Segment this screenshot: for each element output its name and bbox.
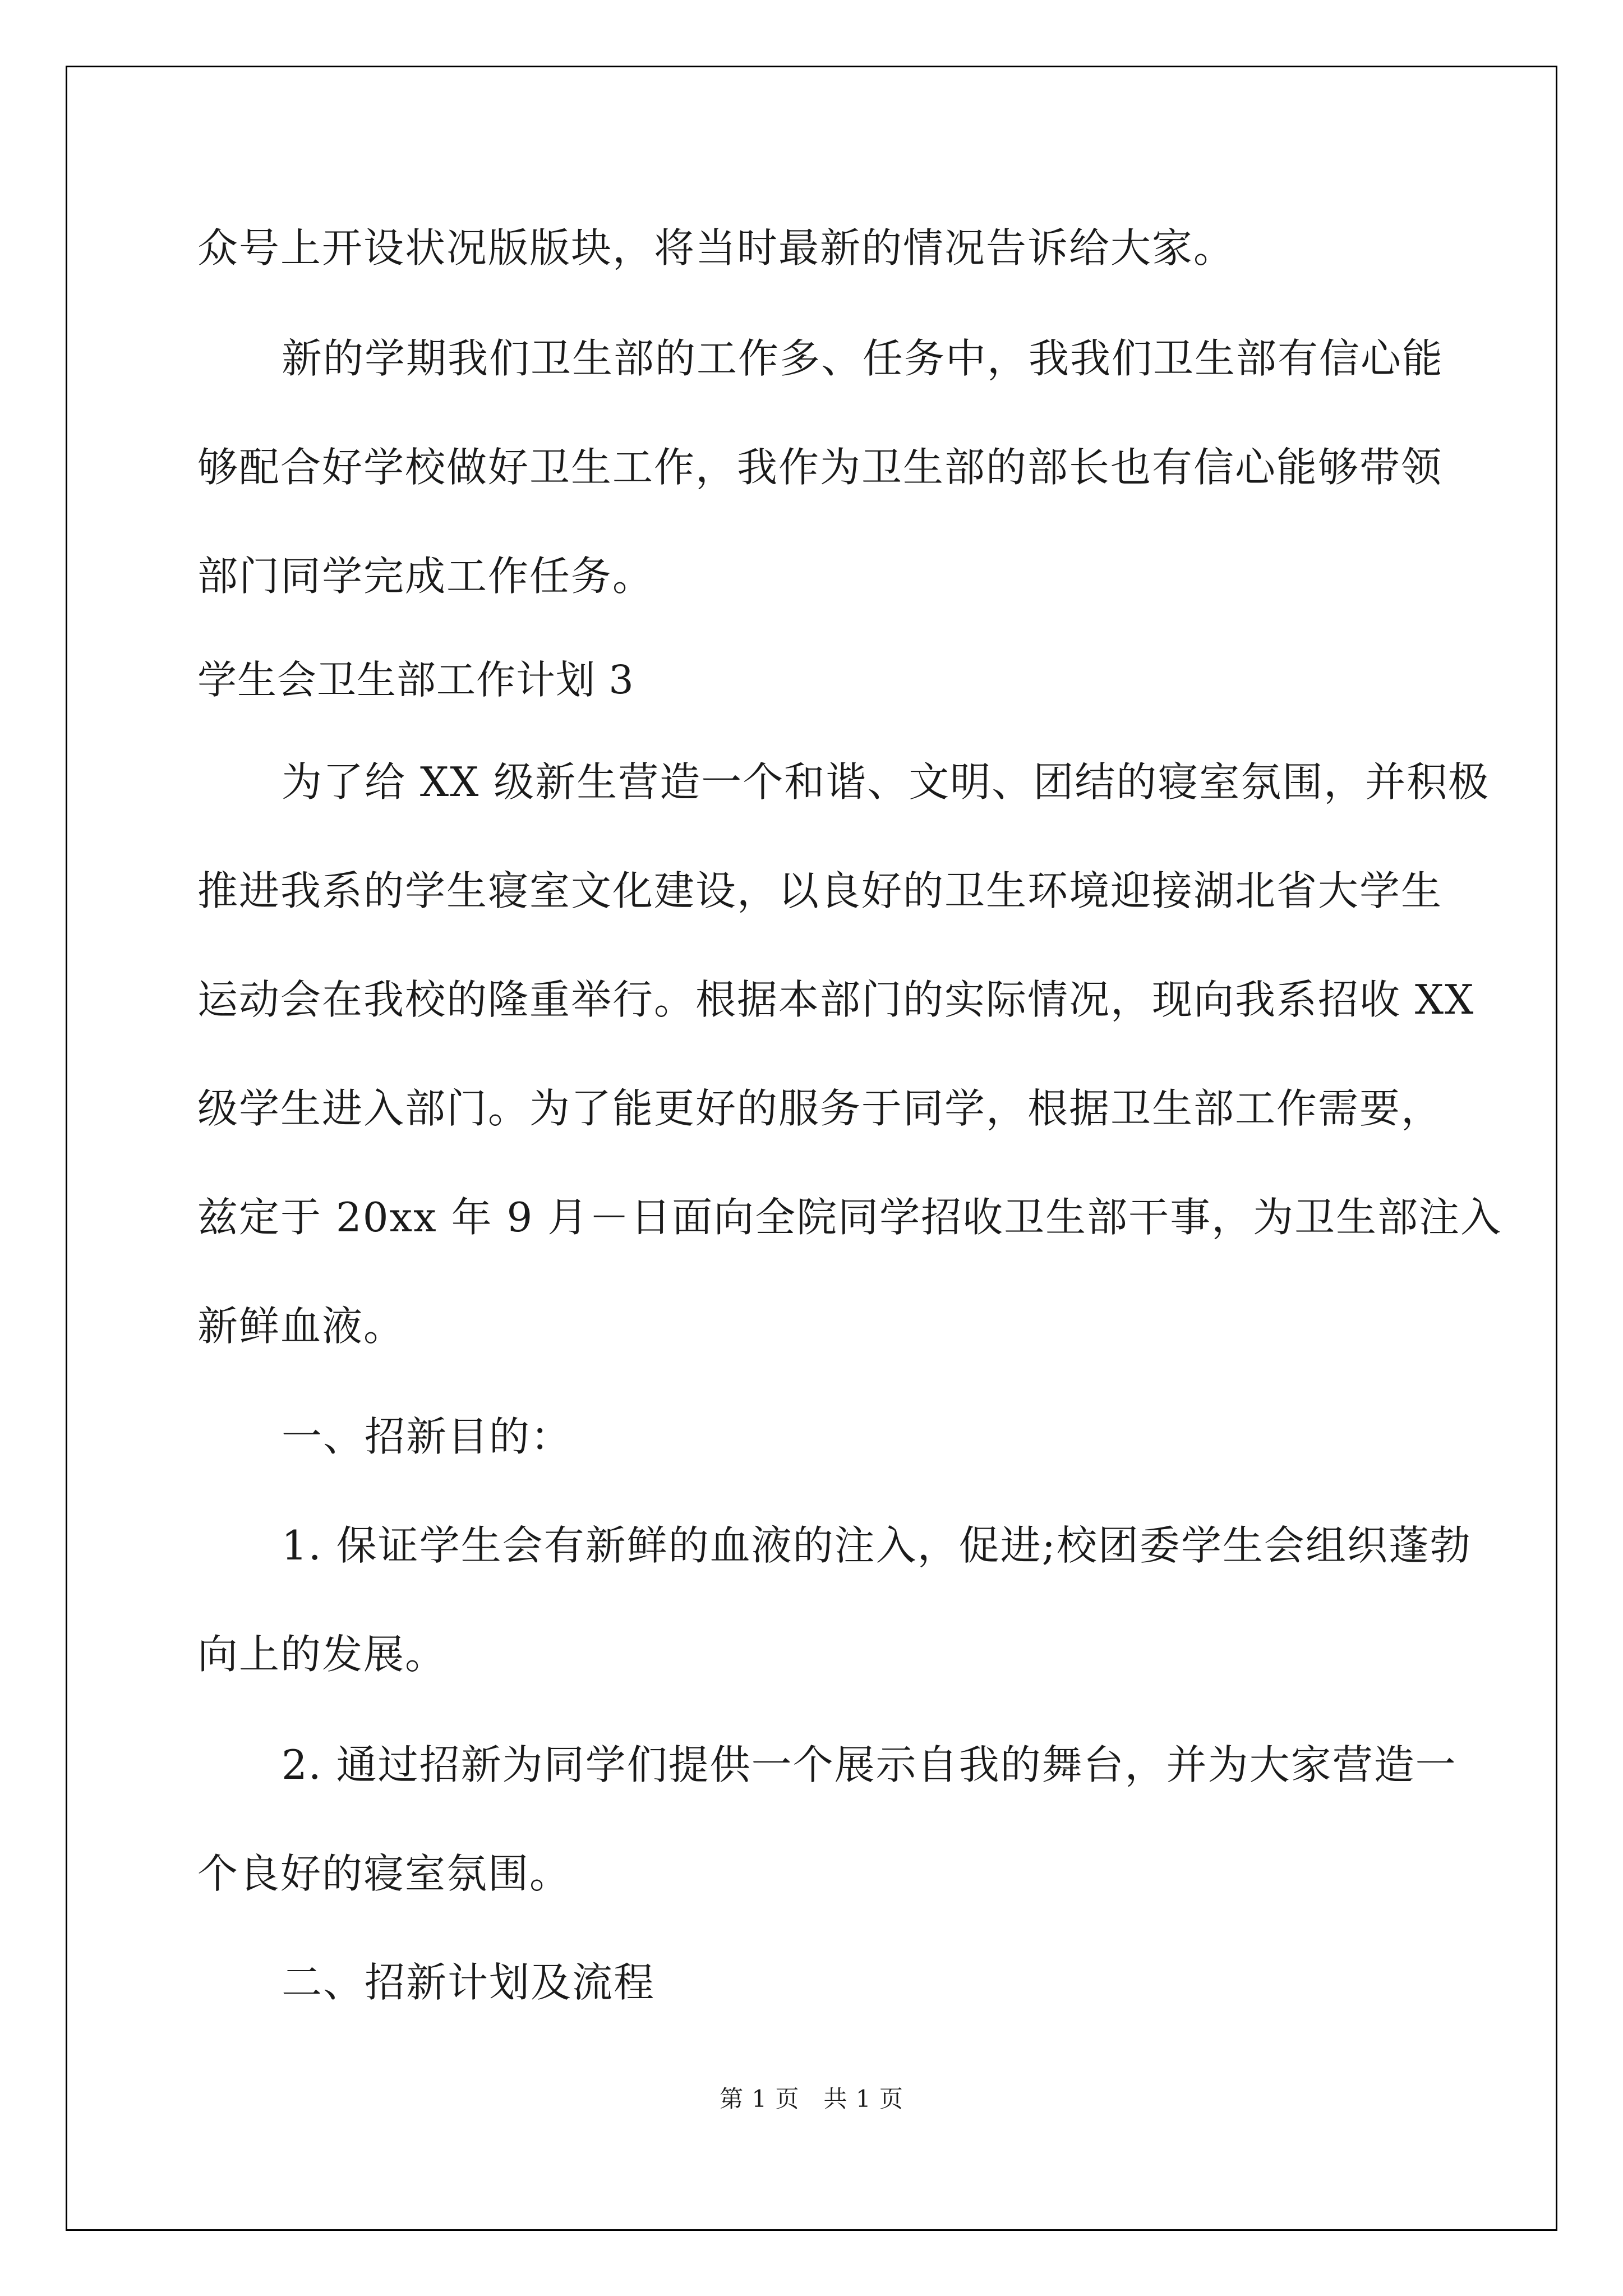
text-line: 够配合好学校做好卫生工作，我作为卫生部的部长也有信心能够带领 bbox=[197, 444, 1443, 491]
section-heading: 学生会卫生部工作计划 3 bbox=[197, 657, 634, 703]
text-line: 个良好的寝室氛围。 bbox=[197, 1850, 571, 1897]
text-line: 新鲜血液。 bbox=[197, 1303, 405, 1350]
text-line: 新的学期我们卫生部的工作多、任务中，我我们卫生部有信心能 bbox=[282, 335, 1444, 382]
text-line: 一、招新目的： bbox=[282, 1413, 573, 1460]
text-line: 部门同学完成工作任务。 bbox=[197, 553, 654, 600]
text-line: 二、招新计划及流程 bbox=[282, 1959, 656, 2006]
text-line: 众号上开设状况版版块，将当时最新的情况告诉给大家。 bbox=[197, 224, 1235, 272]
page-number-footer: 第 1 页 共 1 页 bbox=[720, 2085, 903, 2113]
text-line: 运动会在我校的隆重举行。根据本部门的实际情况，现向我系招收 XX bbox=[197, 976, 1475, 1023]
text-line: 为了给 XX 级新生营造一个和谐、文明、团结的寝室氛围，并积极 bbox=[282, 758, 1490, 806]
text-line: 1. 保证学生会有新鲜的血液的注入，促进;校团委学生会组织蓬勃 bbox=[282, 1522, 1472, 1569]
text-line: 兹定于 20xx 年 9 月－日面向全院同学招收卫生部干事，为卫生部注入 bbox=[197, 1194, 1502, 1241]
text-line: 2. 通过招新为同学们提供一个展示自我的舞台，并为大家营造一 bbox=[282, 1741, 1457, 1788]
page-border bbox=[66, 66, 1557, 2231]
text-line: 推进我系的学生寝室文化建设，以良好的卫生环境迎接湖北省大学生 bbox=[197, 867, 1443, 914]
text-line: 级学生进入部门。为了能更好的服务于同学，根据卫生部工作需要， bbox=[197, 1085, 1443, 1132]
text-line: 向上的发展。 bbox=[197, 1631, 447, 1678]
